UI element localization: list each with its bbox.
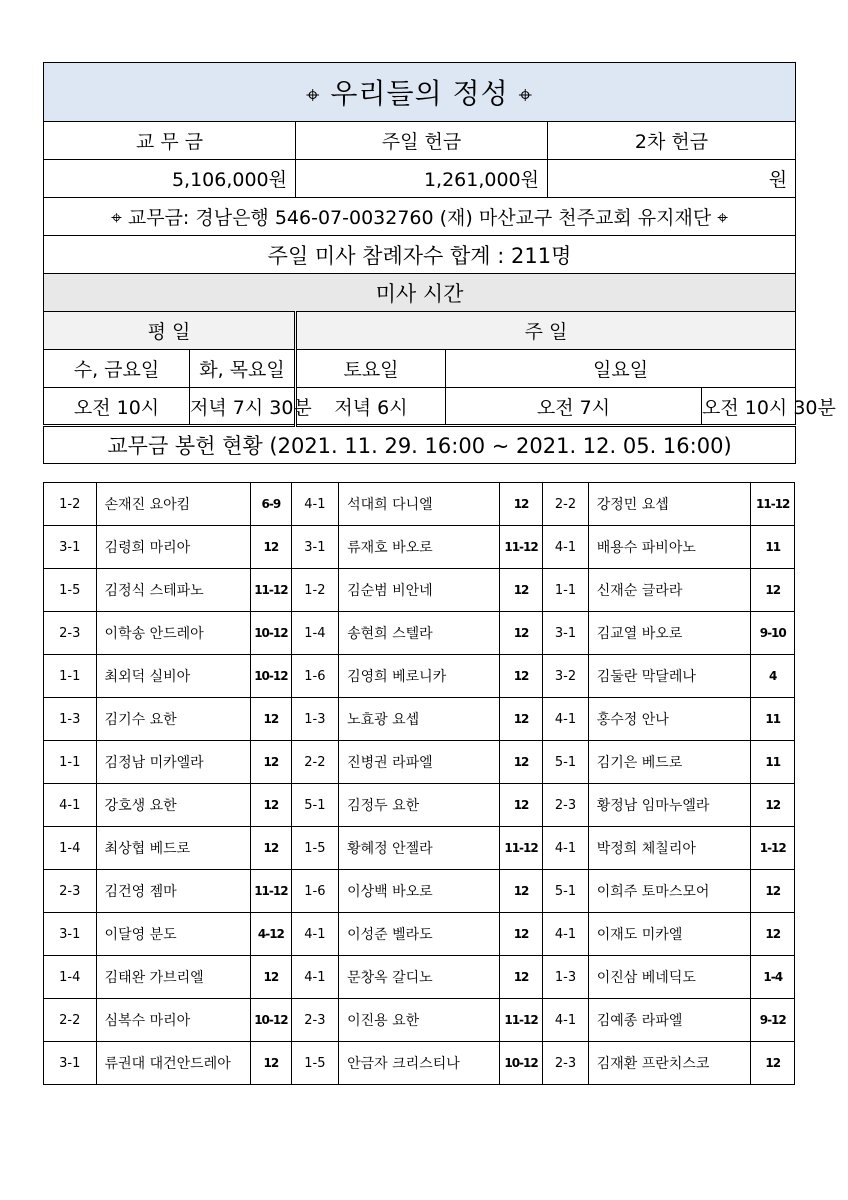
donor-months: 11-12	[499, 999, 542, 1042]
donor-section: 1-2	[291, 569, 339, 612]
donor-name: 이학송 안드레아	[96, 612, 251, 655]
donor-name: 김태완 가브리엘	[96, 956, 251, 999]
donor-name: 이진용 요한	[339, 999, 500, 1042]
donor-section: 1-3	[291, 698, 339, 741]
donor-section: 3-1	[543, 612, 588, 655]
table-row	[44, 870, 795, 913]
donor-name: 김영희 베로니카	[339, 655, 500, 698]
donor-name: 최외덕 실비아	[96, 655, 251, 698]
donor-months: 9-12	[751, 999, 795, 1042]
title-text: 우리들의 정성	[330, 77, 509, 110]
donor-name: 김둘란 막달레나	[588, 655, 751, 698]
donor-section: 2-2	[44, 999, 97, 1042]
donor-name: 석대희 다니엘	[339, 483, 500, 526]
table-row	[44, 913, 795, 956]
donor-section: 1-4	[44, 956, 97, 999]
donor-months: 12	[499, 956, 542, 999]
donor-section: 2-3	[543, 1042, 588, 1085]
donor-section: 3-2	[543, 655, 588, 698]
donor-name: 강호생 요한	[96, 784, 251, 827]
donor-months: 12	[499, 913, 542, 956]
donor-name: 이진삼 베네딕도	[588, 956, 751, 999]
donor-months: 12	[499, 870, 542, 913]
value-second-offering: 원	[548, 160, 796, 198]
donor-months: 10-12	[251, 612, 291, 655]
donor-months: 12	[499, 784, 542, 827]
donor-name: 김예종 라파엘	[588, 999, 751, 1042]
offering-table	[43, 62, 836, 464]
donor-months: 11-12	[251, 569, 291, 612]
donor-section: 5-1	[543, 741, 588, 784]
attendance-total: 주일 미사 참례자수 합계 : 211명	[44, 236, 796, 274]
donor-section: 1-5	[291, 827, 339, 870]
donor-name: 황정남 임마누엘라	[588, 784, 751, 827]
mass-time-heading: 미사 시간	[44, 274, 796, 312]
weekday-heading: 평 일	[44, 312, 296, 350]
donor-name: 노효광 요셉	[339, 698, 500, 741]
bulletin-sheet	[43, 62, 836, 464]
donor-section: 1-3	[44, 698, 97, 741]
donor-name: 진병권 라파엘	[339, 741, 500, 784]
donor-months: 12	[499, 612, 542, 655]
donor-months: 12	[751, 870, 795, 913]
donor-section: 4-1	[291, 483, 339, 526]
donor-section: 1-5	[291, 1042, 339, 1085]
sunday-heading: 주 일	[296, 312, 796, 350]
donor-name: 송현희 스텔라	[339, 612, 500, 655]
title-right-symbol: ⌖	[518, 81, 534, 109]
donor-name: 문창옥 갈디노	[339, 956, 500, 999]
donor-months: 10-12	[499, 1042, 542, 1085]
donor-section: 1-6	[291, 870, 339, 913]
donor-months: 12	[251, 784, 291, 827]
donor-name: 김건영 젬마	[96, 870, 251, 913]
donor-name: 심복수 마리아	[96, 999, 251, 1042]
donor-section: 2-3	[291, 999, 339, 1042]
donor-section: 1-1	[44, 741, 97, 784]
donor-months: 10-12	[251, 999, 291, 1042]
table-row	[44, 483, 795, 526]
donor-section: 3-1	[44, 526, 97, 569]
table-row	[44, 741, 795, 784]
donor-section: 2-2	[543, 483, 588, 526]
donor-section: 4-1	[291, 913, 339, 956]
donor-months: 6-9	[251, 483, 291, 526]
donor-name: 강정민 요셉	[588, 483, 751, 526]
label-second-offering: 2차 헌금	[548, 122, 796, 160]
donor-months: 12	[251, 741, 291, 784]
donor-name: 손재진 요아킴	[96, 483, 251, 526]
donor-months: 12	[251, 698, 291, 741]
donor-section: 3-1	[44, 1042, 97, 1085]
table-row	[44, 1042, 795, 1085]
donor-months: 12	[499, 483, 542, 526]
donor-name: 이달영 분도	[96, 913, 251, 956]
donor-months: 4-12	[251, 913, 291, 956]
donor-months: 12	[751, 569, 795, 612]
donor-name: 김기은 베드로	[588, 741, 751, 784]
donor-section: 4-1	[291, 956, 339, 999]
donor-name: 김교열 바오로	[588, 612, 751, 655]
donor-name: 황혜정 안젤라	[339, 827, 500, 870]
donor-months: 12	[251, 526, 291, 569]
value-gyomugeum: 5,106,000원	[44, 160, 296, 198]
donor-section: 5-1	[543, 870, 588, 913]
donor-months: 12	[499, 655, 542, 698]
donor-months: 4	[751, 655, 795, 698]
table-row	[44, 612, 795, 655]
donor-name: 홍수정 안나	[588, 698, 751, 741]
donor-name: 이상백 바오로	[339, 870, 500, 913]
donor-section: 2-3	[44, 870, 97, 913]
title-left-symbol: ⌖	[306, 81, 321, 109]
donor-name: 이희주 토마스모어	[588, 870, 751, 913]
donor-name: 이재도 미카엘	[588, 913, 751, 956]
donor-months: 11-12	[499, 827, 542, 870]
donor-name: 김순범 비안네	[339, 569, 500, 612]
donor-name: 배용수 파비아노	[588, 526, 751, 569]
donor-months: 12	[751, 1042, 795, 1085]
donor-months: 11	[751, 526, 795, 569]
table-row	[44, 526, 795, 569]
donor-name: 신재순 글라라	[588, 569, 751, 612]
time-wed-fri: 오전 10시	[44, 388, 190, 426]
donor-months: 12	[251, 1042, 291, 1085]
donor-name: 안금자 크리스티나	[339, 1042, 500, 1085]
donor-months: 9-10	[751, 612, 795, 655]
donor-section: 1-2	[44, 483, 97, 526]
donor-section: 2-3	[44, 612, 97, 655]
donor-section: 4-1	[543, 698, 588, 741]
donor-section: 4-1	[543, 999, 588, 1042]
donor-section: 1-5	[44, 569, 97, 612]
donor-name: 류재호 바오로	[339, 526, 500, 569]
donor-months: 11	[751, 698, 795, 741]
time-saturday: 저녁 6시	[296, 388, 446, 426]
donor-months: 1-12	[751, 827, 795, 870]
donor-months: 12	[751, 913, 795, 956]
donor-months: 11	[751, 741, 795, 784]
table-row	[44, 956, 795, 999]
donor-months: 12	[499, 698, 542, 741]
donor-section: 4-1	[543, 526, 588, 569]
donor-name: 김령희 마리아	[96, 526, 251, 569]
value-sunday-offering: 1,261,000원	[296, 160, 548, 198]
table-row	[44, 698, 795, 741]
table-row	[44, 827, 795, 870]
donor-name: 이성준 벨라도	[339, 913, 500, 956]
donor-section: 1-6	[291, 655, 339, 698]
donor-name: 김정남 미카엘라	[96, 741, 251, 784]
donor-section: 1-3	[543, 956, 588, 999]
donation-status-heading: 교무금 봉헌 현황 (2021. 11. 29. 16:00 ~ 2021. 12. 05. 16:00)	[44, 426, 796, 464]
donor-months: 10-12	[251, 655, 291, 698]
donor-list	[43, 482, 795, 1085]
table-row	[44, 999, 795, 1042]
donor-name: 김정식 스테파노	[96, 569, 251, 612]
table-row	[44, 784, 795, 827]
day-sunday: 일요일	[446, 350, 796, 388]
donor-name: 최상협 베드로	[96, 827, 251, 870]
donor-months: 12	[251, 827, 291, 870]
donor-section: 4-1	[543, 827, 588, 870]
donor-name: 박정희 체칠리아	[588, 827, 751, 870]
donor-section: 3-1	[291, 526, 339, 569]
page-title	[44, 63, 796, 122]
donor-section: 1-4	[44, 827, 97, 870]
donor-months: 11-12	[251, 870, 291, 913]
donor-months: 12	[499, 741, 542, 784]
time-sunday-early: 오전 7시	[446, 388, 702, 426]
donor-section: 4-1	[44, 784, 97, 827]
donor-months: 1-4	[751, 956, 795, 999]
donor-section: 4-1	[543, 913, 588, 956]
time-sunday-late: 오전 10시 30분	[702, 388, 796, 426]
donor-section: 2-3	[543, 784, 588, 827]
donor-name: 김재환 프란치스코	[588, 1042, 751, 1085]
donor-name: 류권대 대건안드레아	[96, 1042, 251, 1085]
donor-name: 김기수 요한	[96, 698, 251, 741]
donor-table	[43, 482, 795, 1085]
time-tue-thu: 저녁 7시 30분	[190, 388, 296, 426]
label-sunday-offering: 주일 헌금	[296, 122, 548, 160]
donor-section: 1-1	[44, 655, 97, 698]
donor-months: 12	[499, 569, 542, 612]
donor-months: 12	[751, 784, 795, 827]
day-tue-thu: 화, 목요일	[190, 350, 296, 388]
table-row	[44, 569, 795, 612]
donor-months: 11-12	[751, 483, 795, 526]
donor-section: 5-1	[291, 784, 339, 827]
donor-months: 11-12	[499, 526, 542, 569]
donor-months: 12	[251, 956, 291, 999]
donor-section: 2-2	[291, 741, 339, 784]
donor-section: 1-1	[543, 569, 588, 612]
day-wed-fri: 수, 금요일	[44, 350, 190, 388]
account-info: ⌖ 교무금: 경남은행 546-07-0032760 (재) 마산교구 천주교회 유지재단 ⌖	[44, 198, 796, 236]
donor-name: 김정두 요한	[339, 784, 500, 827]
donor-section: 3-1	[44, 913, 97, 956]
donor-section: 1-4	[291, 612, 339, 655]
label-gyomugeum: 교 무 금	[44, 122, 296, 160]
day-saturday: 토요일	[296, 350, 446, 388]
table-row	[44, 655, 795, 698]
